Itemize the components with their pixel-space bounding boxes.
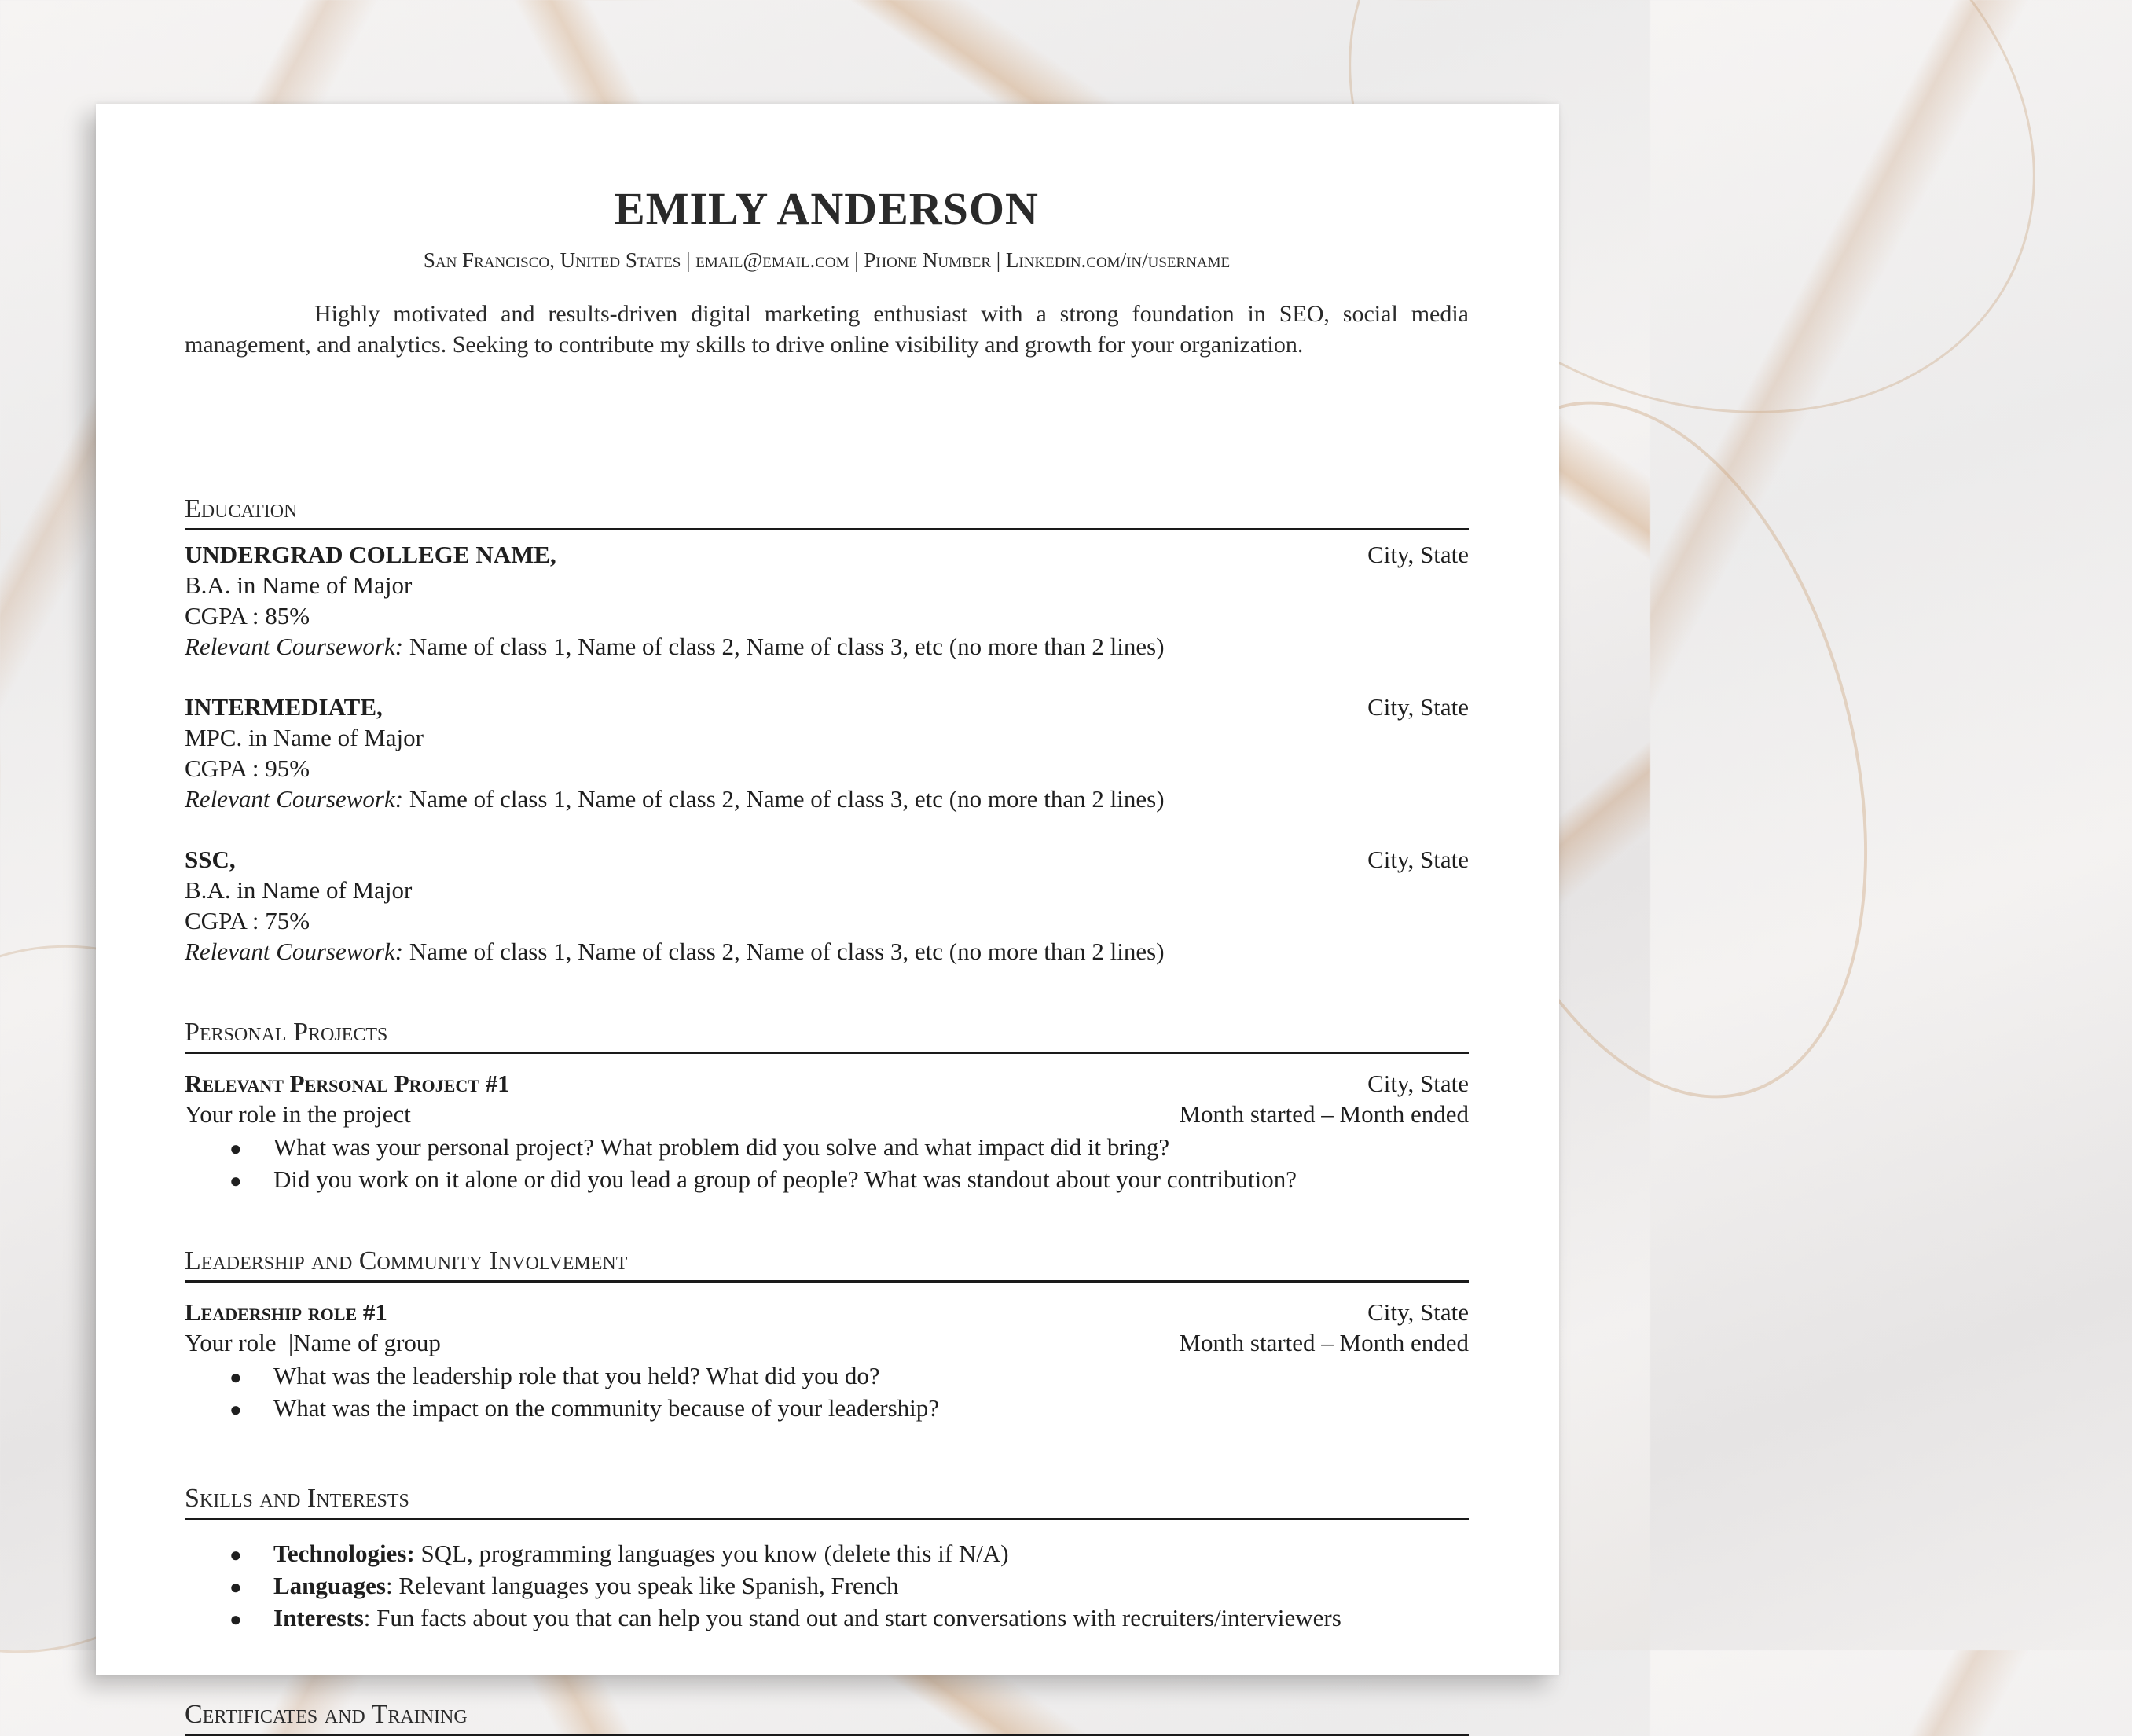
school-name: UNDERGRAD COLLEGE NAME,	[185, 541, 556, 568]
school-location: City, State	[1367, 846, 1469, 873]
skill-text: SQL, programming languages you know (delete this if N/A)	[414, 1540, 1009, 1567]
section-title-leadership: Leadership and Community Involvement	[185, 1246, 1469, 1283]
leadership-name: Leadership role #1	[185, 1298, 387, 1326]
score-text: CGPA : 85%	[185, 602, 310, 629]
section-title-certificates: Certificates and Training	[185, 1699, 1469, 1736]
leadership-location: City, State	[1367, 1298, 1469, 1326]
score-text: CGPA : 75%	[185, 907, 310, 934]
school-name: SSC,	[185, 846, 236, 873]
bullet-icon: ●	[229, 1366, 242, 1389]
section-title-skills: Skills and Interests	[185, 1483, 1469, 1520]
project-location: City, State	[1367, 1070, 1469, 1097]
coursework-text: Name of class 1, Name of class 2, Name of class 3, etc (no more than 2 lines)	[403, 633, 1165, 660]
bullet-icon: ●	[229, 1398, 242, 1421]
bullet-icon: ●	[229, 1137, 242, 1160]
bullet-text: What was your personal project? What problem did you solve and what impact did it bring?	[273, 1133, 1170, 1161]
skill-item	[229, 1602, 1469, 1635]
leadership-dates: Month started – Month ended	[1179, 1329, 1469, 1356]
education-coursework	[185, 784, 1469, 814]
bullet-text: What was the leadership role that you held? What did you do?	[273, 1362, 880, 1389]
leadership-header	[185, 1297, 1469, 1327]
bullet-icon: ●	[229, 1543, 242, 1566]
coursework-label: Relevant Coursework:	[185, 633, 404, 660]
project-name: Relevant Personal Project #1	[185, 1070, 510, 1097]
project-role-row	[185, 1099, 1469, 1129]
bullet-icon: ●	[229, 1169, 242, 1192]
project-dates: Month started – Month ended	[1179, 1100, 1469, 1128]
bullet-icon: ●	[229, 1608, 242, 1631]
education-score	[185, 753, 1469, 784]
bullet-text: What was the impact on the community because of your leadership?	[273, 1394, 940, 1422]
degree-text: B.A. in Name of Major	[185, 876, 413, 904]
school-name: INTERMEDIATE,	[185, 693, 383, 721]
education-degree	[185, 570, 1469, 600]
education-degree	[185, 722, 1469, 753]
project-bullet	[229, 1164, 1469, 1196]
section-title-education: Education	[185, 494, 1469, 530]
project-bullet	[229, 1132, 1469, 1164]
skill-label: Languages	[273, 1572, 386, 1599]
coursework-label: Relevant Coursework:	[185, 785, 404, 813]
summary-paragraph: Highly motivated and results-driven digital marketing enthusiast with a strong foundation in SEO, social media management, and analytics. Seeking to contribute my skills to drive online visibility and growth for your organization.	[185, 301, 1469, 358]
education-entry-2-header	[185, 692, 1469, 722]
resume-name: EMILY ANDERSON	[615, 183, 1039, 234]
skill-label: Technologies:	[273, 1540, 415, 1567]
education-coursework	[185, 936, 1469, 967]
degree-text: B.A. in Name of Major	[185, 571, 413, 599]
education-degree	[185, 875, 1469, 905]
skill-item	[229, 1538, 1469, 1570]
bullet-icon: ●	[229, 1576, 242, 1598]
bullet-text: Did you work on it alone or did you lead a group of people? What was standout about your contribution?	[273, 1165, 1297, 1193]
score-text: CGPA : 95%	[185, 754, 310, 782]
education-entry-1-header	[185, 539, 1469, 570]
education-coursework	[185, 631, 1469, 662]
leadership-role-row	[185, 1327, 1469, 1358]
skill-text: : Fun facts about you that can help you stand out and start conversations with recruiters/interviewers	[363, 1604, 1341, 1631]
skill-label: Interests	[273, 1604, 364, 1631]
skill-text: : Relevant languages you speak like Spanish, French	[385, 1572, 899, 1599]
school-location: City, State	[1367, 693, 1469, 721]
resume-page	[96, 104, 1559, 1729]
contact-line: San Francisco, United States | email@email.com | Phone Number | Linkedin.com/in/username	[423, 248, 1231, 272]
education-score	[185, 905, 1469, 936]
leadership-bullet	[229, 1360, 1469, 1393]
leadership-bullet	[229, 1393, 1469, 1425]
degree-text: MPC. in Name of Major	[185, 724, 424, 751]
section-title-projects: Personal Projects	[185, 1017, 1469, 1054]
coursework-label: Relevant Coursework:	[185, 938, 404, 965]
project-role: Your role in the project	[185, 1100, 411, 1128]
education-score	[185, 600, 1469, 631]
coursework-text: Name of class 1, Name of class 2, Name of class 3, etc (no more than 2 lines)	[403, 785, 1165, 813]
leadership-role: Your role |Name of group	[185, 1329, 441, 1356]
project-header	[185, 1068, 1469, 1099]
skill-item	[229, 1570, 1469, 1602]
education-entry-3-header	[185, 844, 1469, 875]
school-location: City, State	[1367, 541, 1469, 568]
coursework-text: Name of class 1, Name of class 2, Name of class 3, etc (no more than 2 lines)	[403, 938, 1165, 965]
